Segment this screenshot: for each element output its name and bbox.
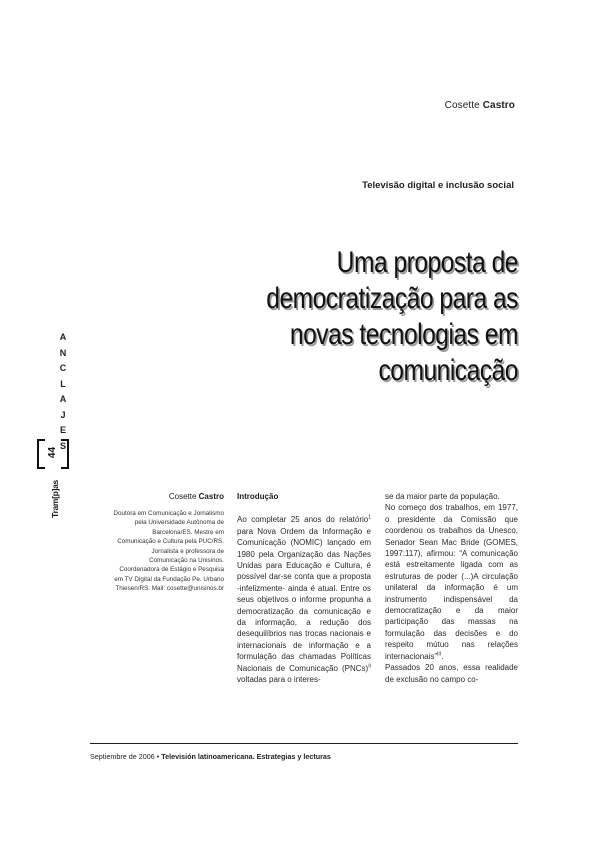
body-text: para Nova Ordem da Informação e Comunicação (NOMIC) lançado em 1980 pela Organização das Nações Unidas para Educação e Cultura, é possível dar-se conta que a proposta -infelizmente- ainda é atual. Entre os seus objetivos o informe propunha a democratização da comunicação e da informação, a redução dos desequilíbrios nas trocas nacionais e internacionais de informação e a formulação das chamadas Políticas Nacionais de Comunicação (PNCs): [237, 526, 371, 673]
section-kicker: Televisão digital e inclusão social: [362, 180, 514, 191]
side-label-letter: L: [60, 378, 66, 389]
body-column-2: [385, 491, 518, 685]
journal-logo: [46, 478, 64, 520]
author-bio: [90, 509, 224, 594]
right-bracket: [61, 439, 69, 469]
body-text: No começo dos trabalhos, em 1977, o presidente da Comissão que coordenou os trabalhos da Unesco, Senador Sean Mac Bride (GOMES, 1997:117), afirmou: “A comunicação está estreitamente ligada com as estruturas de poder (...)A circulação unilateral da informação é um instrumento indispensável da democratização e da maior participação das massas na formulação das decisões e do respeito mútuo nas relações internacionais”: [385, 503, 518, 661]
body-text: voltadas para o interes-: [237, 675, 321, 685]
body-paragraph: [237, 514, 371, 685]
title-line-1: Uma proposta de democratização para as: [266, 246, 518, 315]
page-number-bracket: [37, 439, 69, 467]
body-text: .: [441, 651, 444, 661]
title-line-2: novas tecnologias em comunicação: [289, 318, 518, 387]
left-bracket: [37, 439, 45, 469]
header-author-last: Castro: [482, 100, 515, 111]
body-column-1: [237, 491, 371, 686]
article-title: [175, 245, 518, 389]
bio-line: em TV Digital da Fundação Pe. Urbano: [114, 575, 224, 583]
side-label-letter: S: [59, 440, 66, 451]
bio-line: Comunicação e Cultura pela PUC/RS.: [117, 538, 224, 546]
bio-line: Comunicação na Unisinos.: [149, 557, 224, 565]
footnote-ref: 1: [368, 514, 371, 521]
footer-date: Septiembre de 2006: [90, 752, 155, 761]
header-author-first: Cosette: [444, 100, 480, 111]
footnote-ref: III: [437, 651, 442, 658]
side-label-letter: E: [59, 425, 66, 435]
page-number: [47, 441, 59, 463]
footer-separator: •: [154, 752, 162, 761]
journal-logo-text: Tram[p]as: [50, 480, 60, 518]
side-label-letter: A: [59, 394, 67, 404]
bio-author-first: Cosette: [168, 492, 197, 501]
side-label-letter: J: [60, 409, 66, 420]
header-author: [445, 100, 515, 111]
side-label-letter: A: [59, 332, 67, 342]
side-label-letter: C: [59, 363, 67, 373]
body-paragraph: se da maior parte da população.: [385, 492, 500, 501]
footer-rule: [90, 743, 518, 744]
bio-line: Jornalista e professora de: [151, 547, 224, 555]
bio-line: Doutora em Comunicação e Jornalismo: [113, 510, 224, 517]
footer-publication: Televisión latinoamericana. Estrategias y lecturas: [161, 752, 331, 761]
body-paragraph: [385, 502, 518, 662]
body-text: Ao completar 25 anos do relatório: [237, 515, 369, 525]
bio-line: Coordenadora de Estágio e Pesquisa: [119, 566, 224, 574]
bio-line: pela Universidade Autônoma de: [134, 519, 224, 527]
bio-author: [90, 492, 224, 501]
bio-author-last: Castro: [198, 492, 224, 501]
bio-line: Thiesen/RS. Mail: cosette@unisinos.br: [115, 585, 224, 593]
side-label-letter: N: [59, 347, 67, 358]
body-paragraph: Passados 20 anos, essa realidade de exclusão no campo co-: [385, 663, 518, 684]
section-heading: Introdução: [237, 492, 279, 501]
footnote-ref: II: [368, 663, 371, 670]
page-footer: [90, 752, 331, 761]
bio-line: Barcelona/ES. Mestre em: [152, 528, 224, 536]
side-label: [56, 330, 70, 454]
page-number-text: 44: [47, 446, 59, 458]
